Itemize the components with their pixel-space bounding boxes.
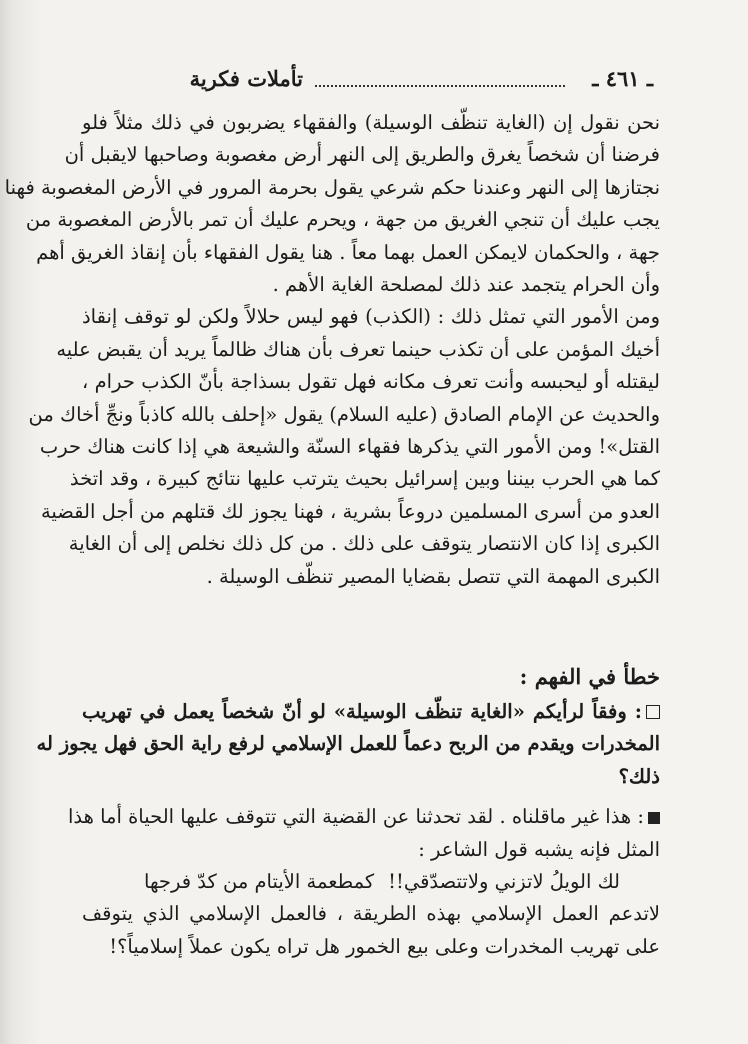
header-dotted-rule xyxy=(315,85,565,87)
text-line: ليقتله أو ليحبسه وأنت تعرف مكانه فهل تقول بسذاجة بأنّ الكذب حرام ، xyxy=(82,370,660,394)
answer-line: المثل فإنه يشبه قول الشاعر : xyxy=(418,837,660,861)
text-line: القتل»! ومن الأمور التي يذكرها فقهاء السنّة والشيعة هي إذا كانت هناك حرب xyxy=(39,435,660,459)
verse-hemistich-right: لك الويلُ لاتزني ولاتتصدّقي!! xyxy=(388,870,620,894)
text-line: يجب عليك أن تنجي الغريق من جهة ، ويحرم عليك أن تمر بالأرض المغصوبة من xyxy=(25,208,660,232)
text-line: أخيك المؤمن على أن تكذب حينما تعرف بأن هناك ظالماً يريد أن يقبض عليه xyxy=(56,337,660,361)
page-number: ـ ٤٦١ ـ xyxy=(592,66,653,91)
answer-line: على تهريب المخدرات وعلى بيع الخمور هل تراه يكون عملاً إسلامياً؟! xyxy=(109,934,660,958)
question-line: : وفقاً لرأيكم «الغاية تنظّف الوسيلة» لو أنّ شخصاً يعمل في تهريب xyxy=(82,700,642,723)
text-line: وأن الحرام يتجمد عند ذلك لمصلحة الغاية الأهم . xyxy=(272,273,660,297)
text-line: فرضنا أن شخصاً يغرق والطريق إلى النهر أرض مغصوبة وصاحبها لايقبل أن xyxy=(64,143,660,167)
question xyxy=(36,696,660,793)
main-text xyxy=(4,107,660,593)
answer-line: لاتدعم العمل الإسلامي بهذه الطريقة ، فالعمل الإسلامي الذي يتوقف xyxy=(82,902,660,926)
page-header xyxy=(105,66,653,98)
answer-line: : هذا غير ماقلناه . لقد تحدثنا عن القضية التي تتوقف عليها الحياة أما هذا xyxy=(67,805,644,829)
running-title: تأملات فكرية xyxy=(189,66,303,91)
text-line: نحن نقول إن (الغاية تنظّف الوسيلة) والفقهاء يضربون في ذلك مثلاً فلو xyxy=(82,111,660,134)
text-line: الكبرى المهمة التي تتصل بقضايا المصير تنظّف الوسيلة . xyxy=(206,564,660,588)
verse-hemistich-left: كمطعمة الأيتام من كدّ فرجها xyxy=(144,870,375,894)
text-line: جهة ، والحكمان لايمكن العمل بهما معاً . هنا يقول الفقهاء بأن إنقاذ الغريق أهم xyxy=(36,240,660,264)
section-heading: خطأ في الفهم : xyxy=(519,664,660,689)
question-line: ذلك؟ xyxy=(618,764,660,788)
question-box-icon xyxy=(646,705,660,719)
text-line: كما هي الحرب بيننا وبين إسرائيل بحيث يترتب عليها نتائج كبيرة ، وقد اتخذ xyxy=(69,467,660,491)
answer xyxy=(67,801,660,963)
answer-square-icon xyxy=(648,812,660,824)
question-answer-block xyxy=(36,696,660,963)
text-line: نجتازها إلى النهر وعندنا حكم شرعي يقول بحرمة المرور في الأرض المغصوبة فهنا xyxy=(4,175,660,199)
text-line: والحديث عن الإمام الصادق (عليه السلام) يقول «إحلف بالله كاذباً ونجِّ أخاك من xyxy=(28,402,660,426)
question-line: المخدرات ويقدم من الربح دعماً للعمل الإسلامي لرفع راية الحق فهل يجوز له xyxy=(36,732,660,756)
text-line: الكبرى إذا كان الانتصار يتوقف على ذلك . من كل ذلك نخلص إلى أن الغاية xyxy=(68,532,660,556)
text-line: ومن الأمور التي تمثل ذلك : (الكذب) فهو ليس حلالاً ولكن لو توقف إنقاذ xyxy=(82,305,660,329)
text-line: العدو من أسرى المسلمين دروعاً بشرية ، فهنا يجوز لك قتلهم من أجل القضية xyxy=(40,499,660,523)
poem-verse xyxy=(82,866,660,898)
